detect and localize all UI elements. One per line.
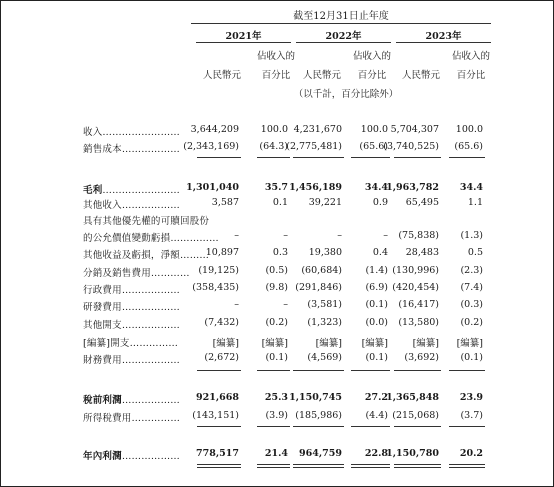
table-row — [1, 317, 553, 331]
currency-label-2023: 人民幣元 — [401, 70, 440, 81]
cell-2023-pct: 34.4 — [459, 182, 483, 193]
cell-2022-pct: 27.2 — [364, 392, 388, 403]
row-label — [83, 247, 209, 261]
pct-label-2023-line2: 百分比 — [456, 70, 486, 81]
subtotal-rule — [351, 370, 390, 371]
subtotal-rule — [449, 426, 485, 427]
cell-2022-pct: 0.4 — [372, 247, 388, 258]
cell-2023-pct: (2.3) — [460, 265, 483, 276]
subtotal-rule — [449, 157, 485, 158]
cell-2021-pct: 25.3 — [264, 392, 288, 403]
cell-2022-pct: (6.9) — [365, 282, 388, 293]
row-label-text: 銷售成本 — [83, 144, 122, 155]
cell-2023-amount: (75,838) — [398, 230, 439, 241]
row-label-text: 財務費用 — [83, 355, 122, 366]
pct-label-2022-line2: 百分比 — [357, 70, 387, 81]
row-label — [83, 182, 180, 196]
row-label — [83, 352, 180, 366]
cell-2022-pct: 0.9 — [372, 197, 388, 208]
subtotal-rule — [197, 157, 241, 158]
cell-2021-pct: (64.3) — [259, 141, 288, 152]
table-row — [1, 282, 553, 296]
pct-label-2021-line1: 佔收入的 — [256, 51, 295, 62]
cell-2021-pct: (9.8) — [265, 282, 288, 293]
row-leader-dots: ……………… — [121, 302, 181, 313]
cell-2023-pct: 20.2 — [459, 448, 483, 459]
cell-2023-amount: 1,963,782 — [386, 182, 439, 193]
cell-2023-pct: 0.5 — [467, 247, 483, 258]
cell-2023-pct: (1.3) — [460, 230, 483, 241]
total-double-rule — [197, 464, 241, 468]
year-2021: 2021年 — [225, 31, 262, 42]
cell-2023-pct: [編纂] — [456, 338, 483, 349]
total-double-rule — [394, 464, 441, 468]
cell-2022-amount: 19,380 — [308, 247, 342, 258]
table-row — [1, 213, 553, 227]
row-leader-dots: ……………… — [121, 395, 181, 406]
cell-2022-amount: (4,569) — [307, 352, 342, 363]
table-row — [1, 448, 553, 462]
cell-2022-amount: – — [337, 230, 342, 241]
row-leader-dots: …………… — [129, 338, 179, 349]
cell-2021-pct: (0.5) — [265, 265, 288, 276]
subtotal-rule — [394, 157, 441, 158]
cell-2021-amount: (2,672) — [204, 352, 239, 363]
row-label-text: 收入 — [83, 127, 103, 138]
row-label-text: 的公允價值變動虧損 — [83, 233, 171, 244]
cell-2022-amount: 4,231,670 — [293, 124, 342, 135]
cell-2023-pct: (0.3) — [460, 299, 483, 310]
table-row — [1, 124, 553, 138]
cell-2022-amount: (291,846) — [295, 282, 342, 293]
cell-2023-pct: (0.1) — [460, 352, 483, 363]
row-label-text: 毛利 — [83, 185, 103, 196]
period-underline — [191, 23, 491, 24]
cell-2022-amount: (3,581) — [307, 299, 342, 310]
cell-2021-amount: 778,517 — [196, 448, 239, 459]
table-row — [1, 335, 553, 349]
period-heading: 截至12月31日止年度 — [293, 11, 389, 22]
table-row — [1, 141, 553, 155]
cell-2021-pct: (3.9) — [265, 410, 288, 421]
subtotal-rule — [257, 157, 290, 158]
cell-2021-pct: 21.4 — [264, 448, 288, 459]
cell-2021-amount: (2,343,169) — [183, 141, 239, 152]
cell-2021-amount: – — [234, 299, 239, 310]
cell-2021-pct: (0.2) — [265, 317, 288, 328]
cell-2022-pct: (0.0) — [365, 317, 388, 328]
row-label-text: 其他開支 — [83, 320, 122, 331]
cell-2023-pct: 100.0 — [455, 124, 483, 135]
cell-2022-amount: [編纂] — [315, 338, 342, 349]
cell-2023-amount: (13,580) — [398, 317, 439, 328]
cell-2021-amount: 921,668 — [196, 392, 239, 403]
cell-2022-amount: 1,456,189 — [289, 182, 342, 193]
cell-2021-pct: – — [283, 230, 288, 241]
row-label-text: 研發費用 — [83, 302, 122, 313]
pct-label-2023-line1: 佔收入的 — [451, 51, 490, 62]
subtotal-rule — [293, 157, 344, 158]
row-label — [83, 197, 180, 211]
table-row — [1, 247, 553, 261]
row-label — [83, 141, 180, 155]
pct-label-2022-line1: 佔收入的 — [352, 51, 391, 62]
row-label — [83, 392, 180, 406]
cell-2022-pct: 22.8 — [364, 448, 388, 459]
row-label — [83, 299, 180, 313]
table-row — [1, 265, 553, 279]
subtotal-rule — [351, 157, 390, 158]
total-double-rule — [449, 464, 485, 468]
subtotal-rule — [197, 426, 241, 427]
subtotal-rule — [394, 426, 441, 427]
cell-2021-pct: – — [283, 299, 288, 310]
year-2023: 2023年 — [425, 31, 462, 42]
cell-2022-amount: (60,684) — [301, 265, 342, 276]
cell-2023-amount: 65,495 — [405, 197, 439, 208]
row-leader-dots: …………………… — [102, 185, 181, 196]
row-label: 具有其他優先權的可贖回股份 — [83, 216, 210, 227]
table-row — [1, 230, 553, 244]
subtotal-rule — [351, 426, 390, 427]
row-leader-dots: ……… — [180, 250, 210, 261]
table-row — [1, 392, 553, 406]
cell-2022-amount: (1,323) — [307, 317, 342, 328]
row-leader-dots: ……………… — [121, 451, 181, 462]
row-label-text: 分銷及銷售費用 — [83, 268, 151, 279]
cell-2022-amount: 1,150,745 — [289, 392, 342, 403]
year-2023-underline — [396, 42, 491, 43]
cell-2022-pct: (1.4) — [365, 265, 388, 276]
units-note: （以千計，百分比除外） — [293, 89, 399, 100]
row-label-text: 其他收入 — [83, 200, 122, 211]
subtotal-rule — [293, 426, 344, 427]
cell-2022-pct: (0.1) — [365, 299, 388, 310]
table-row — [1, 182, 553, 196]
cell-2023-amount: 28,483 — [405, 247, 439, 258]
cell-2021-amount: (7,432) — [204, 317, 239, 328]
row-label-text: 年內利潤 — [83, 451, 122, 462]
year-2022: 2022年 — [325, 31, 362, 42]
cell-2022-pct: – — [383, 230, 388, 241]
subtotal-rule — [257, 426, 290, 427]
row-label — [83, 265, 190, 279]
row-label — [83, 335, 178, 349]
cell-2022-pct: 34.4 — [364, 182, 388, 193]
row-label — [83, 410, 180, 424]
row-label — [83, 282, 180, 296]
cell-2021-amount: (358,435) — [192, 282, 239, 293]
cell-2023-amount: (16,417) — [398, 299, 439, 310]
cell-2022-amount: (2,775,481) — [286, 141, 342, 152]
cell-2023-amount: (3,740,525) — [383, 141, 439, 152]
row-label — [83, 124, 180, 138]
cell-2021-amount: 1,301,040 — [186, 182, 239, 193]
cell-2023-pct: (65.6) — [454, 141, 483, 152]
cell-2023-amount: 5,704,307 — [390, 124, 439, 135]
cell-2022-pct: (0.1) — [365, 352, 388, 363]
cell-2023-pct: 23.9 — [459, 392, 483, 403]
cell-2022-pct: (4.4) — [365, 410, 388, 421]
table-row — [1, 197, 553, 211]
row-label — [83, 448, 180, 462]
cell-2021-pct: [編纂] — [261, 338, 288, 349]
row-leader-dots: ……………… — [121, 355, 181, 366]
pct-label-2021-line2: 百分比 — [261, 70, 291, 81]
cell-2023-pct: (0.2) — [460, 317, 483, 328]
cell-2022-amount: (185,986) — [295, 410, 342, 421]
cell-2023-amount: (215,068) — [392, 410, 439, 421]
cell-2021-pct: 100.0 — [260, 124, 288, 135]
cell-2023-amount: (3,692) — [404, 352, 439, 363]
table-row — [1, 352, 553, 366]
row-label-text: [編纂]開支 — [83, 338, 130, 349]
cell-2022-pct: (65.6) — [359, 141, 388, 152]
row-leader-dots: ………… — [150, 268, 190, 279]
cell-2022-pct: 100.0 — [360, 124, 388, 135]
cell-2021-amount: 3,644,209 — [190, 124, 239, 135]
row-label-text: 稅前利潤 — [83, 395, 122, 406]
table-row — [1, 410, 553, 424]
cell-2022-amount: 39,221 — [308, 197, 342, 208]
cell-2021-pct: 0.3 — [272, 247, 288, 258]
cell-2023-amount: 1,150,780 — [386, 448, 439, 459]
subtotal-rule — [293, 370, 344, 371]
cell-2023-pct: (3.7) — [460, 410, 483, 421]
cell-2022-amount: 964,759 — [299, 448, 342, 459]
currency-label-2021: 人民幣元 — [202, 70, 241, 81]
cell-2023-pct: (7.4) — [460, 282, 483, 293]
row-label-text: 所得稅費用 — [83, 413, 132, 424]
subtotal-rule — [197, 370, 241, 371]
table-row — [1, 299, 553, 313]
currency-label-2022: 人民幣元 — [302, 70, 341, 81]
row-leader-dots: ……………… — [121, 144, 181, 155]
cell-2021-pct: 35.7 — [264, 182, 288, 193]
cell-2023-amount: (130,996) — [392, 265, 439, 276]
row-label-text: 行政費用 — [83, 285, 122, 296]
cell-2022-pct: [編纂] — [361, 338, 388, 349]
subtotal-rule — [394, 370, 441, 371]
cell-2021-pct: 0.1 — [272, 197, 288, 208]
year-2021-underline — [196, 42, 291, 43]
row-leader-dots: …………… — [170, 233, 219, 244]
subtotal-rule — [257, 370, 290, 371]
total-double-rule — [351, 464, 390, 468]
row-leader-dots: …………………… — [102, 127, 181, 138]
cell-2021-amount: – — [234, 230, 239, 241]
cell-2023-amount: [編纂] — [412, 338, 439, 349]
cell-2021-amount: [編纂] — [212, 338, 239, 349]
row-leader-dots: ……………… — [121, 200, 181, 211]
row-label-text: 其他收益及虧損，淨額 — [83, 250, 181, 261]
row-label — [83, 230, 219, 244]
cell-2021-amount: 3,587 — [211, 197, 239, 208]
row-leader-dots: ……………… — [121, 285, 181, 296]
cell-2021-amount: 10,897 — [205, 247, 239, 258]
row-leader-dots: …………… — [131, 413, 181, 424]
subtotal-rule — [449, 370, 485, 371]
row-leader-dots: ……………… — [121, 320, 181, 331]
cell-2021-pct: (0.1) — [265, 352, 288, 363]
cell-2021-amount: (143,151) — [192, 410, 239, 421]
row-label — [83, 317, 180, 331]
total-double-rule — [257, 464, 290, 468]
cell-2023-amount: (420,454) — [392, 282, 439, 293]
cell-2021-amount: (19,125) — [198, 265, 239, 276]
cell-2023-pct: 1.1 — [467, 197, 483, 208]
year-2022-underline — [296, 42, 391, 43]
cell-2023-amount: 1,365,848 — [386, 392, 439, 403]
total-double-rule — [293, 464, 344, 468]
